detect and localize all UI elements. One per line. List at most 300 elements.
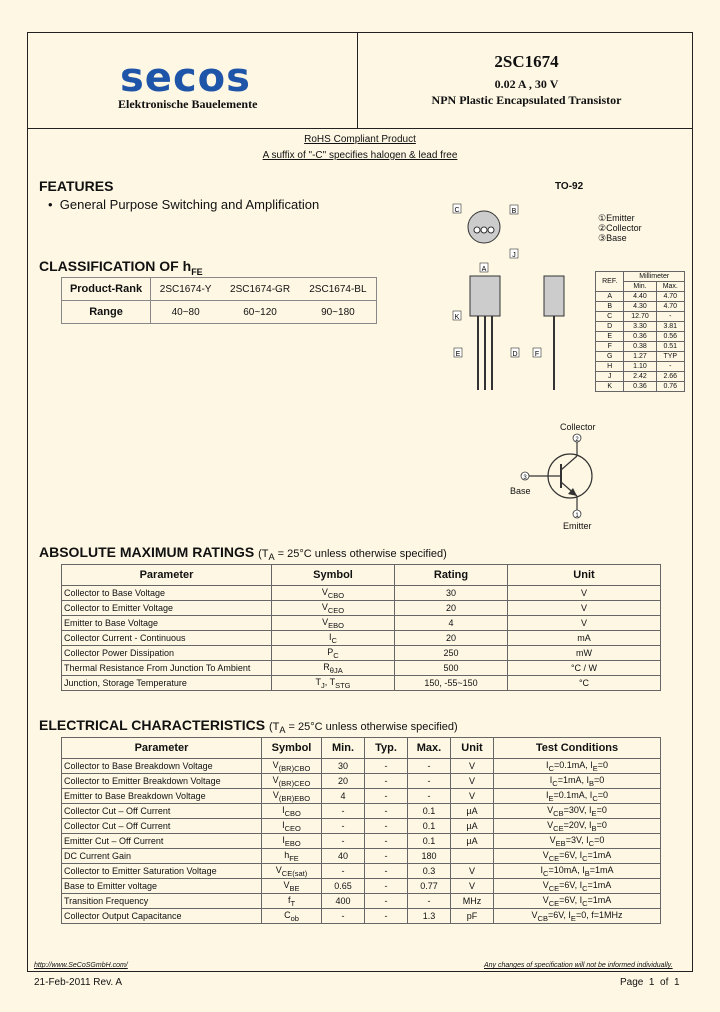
part-rating: 0.02 A , 30 V — [494, 77, 559, 91]
cond-sub: C — [588, 838, 595, 848]
rating-cell: 20 — [395, 601, 508, 616]
symbol-collector-label: Collector — [560, 422, 596, 432]
symbol-text: I — [282, 804, 285, 815]
dimension-rows — [596, 292, 685, 392]
symbol-sub: FE — [289, 853, 299, 863]
param-cell: Collector to Emitter Saturation Voltage — [62, 864, 262, 879]
cond-text: =0 — [593, 774, 605, 785]
rating-cell: 500 — [395, 661, 508, 676]
typ-cell: - — [365, 834, 408, 849]
min-cell: 20 — [322, 774, 365, 789]
table-cell: 12.70 — [624, 312, 656, 322]
halogen-text: A suffix of "-C" specifies halogen & lead free — [262, 150, 458, 161]
param-cell: Junction, Storage Temperature — [62, 676, 272, 691]
table-row — [62, 849, 661, 864]
package-side-body — [544, 276, 564, 316]
symbol-text: I — [282, 819, 285, 830]
symbol-cell — [272, 661, 395, 676]
max-cell: 0.3 — [408, 864, 451, 879]
table-row — [596, 312, 685, 322]
max-cell: 1.3 — [408, 909, 451, 924]
symbol-sub: ob — [290, 913, 299, 923]
classification-title — [39, 258, 203, 277]
cond-sub: E — [591, 808, 597, 818]
table-header: Typ. — [365, 738, 408, 759]
min-cell: - — [322, 819, 365, 834]
symbol-sub: CE(sat) — [281, 868, 308, 878]
part-description: NPN Plastic Encapsulated Transistor — [431, 93, 622, 107]
cond-text: V — [542, 879, 549, 890]
revision-date: 21-Feb-2011 Rev. A — [34, 977, 123, 988]
param-cell: Transition Frequency — [62, 894, 262, 909]
cond-text: I — [546, 759, 549, 770]
cond-text: V — [542, 894, 549, 905]
dim-label: K — [454, 314, 460, 321]
unit-cell: V — [508, 616, 661, 631]
footer-note: Any changes of specification will not be informed individually. — [484, 962, 673, 969]
condition-cell — [494, 789, 661, 804]
cond-text: (T — [258, 548, 269, 560]
cond-text: =0.1mA, I — [553, 789, 593, 800]
table-row — [62, 789, 661, 804]
cond-text: =6V, I — [547, 909, 571, 920]
typ-cell: - — [365, 894, 408, 909]
rating-cell: 30 — [395, 586, 508, 601]
max-cell: 0.1 — [408, 834, 451, 849]
symbol-cell — [272, 601, 395, 616]
table-cell: 40~80 — [151, 301, 221, 324]
min-cell: - — [322, 909, 365, 924]
symbol-text: I — [282, 834, 285, 845]
cond-sub: E — [548, 793, 554, 803]
page-total: 1 — [673, 977, 680, 988]
feature-item: • General Purpose Switching and Amplification — [48, 197, 320, 212]
table-cell: 60~120 — [220, 301, 300, 324]
cond-sub: C — [582, 853, 588, 863]
typ-cell: - — [365, 759, 408, 774]
table-row — [62, 586, 661, 601]
symbol-sub: (BR)EBO — [278, 793, 311, 803]
cond-text: =0 — [596, 819, 607, 830]
symbol-cell — [262, 789, 322, 804]
symbol-cell — [262, 909, 322, 924]
min-cell: - — [322, 804, 365, 819]
param-cell: Collector to Base Breakdown Voltage — [62, 759, 262, 774]
condition-cell — [494, 804, 661, 819]
symbol-sub: CEO — [284, 823, 301, 833]
unit-cell: µA — [451, 819, 494, 834]
symbol-sub: EBO — [328, 620, 344, 630]
feature-text: General Purpose Switching and Amplification — [59, 197, 320, 212]
dim-label: F — [534, 351, 540, 358]
table-row — [62, 864, 661, 879]
website-link[interactable]: http://www.SeCoSGmbH.com/ — [34, 962, 128, 969]
table-header: Min. — [624, 282, 656, 292]
table-row — [62, 631, 661, 646]
table-row — [596, 342, 685, 352]
table-cell: 4.70 — [656, 292, 684, 302]
rating-cell: 4 — [395, 616, 508, 631]
table-row — [596, 382, 685, 392]
table-row — [596, 302, 685, 312]
cond-text: =1mA — [587, 879, 612, 890]
pin-list — [598, 213, 642, 243]
cond-sub: B — [584, 868, 590, 878]
cond-text: =1mA — [587, 849, 612, 860]
table-row — [62, 894, 661, 909]
company-logo — [120, 55, 251, 101]
unit-cell: V — [451, 759, 494, 774]
cond-text: =1mA, I — [557, 774, 589, 785]
table-cell: 0.56 — [656, 332, 684, 342]
condition-cell — [494, 819, 661, 834]
table-cell: B — [596, 302, 624, 312]
header-vertical-divider — [357, 32, 358, 128]
cond-rest: = 25°C unless otherwise specified) — [285, 721, 458, 733]
cond-text: I — [546, 789, 549, 800]
table-row — [62, 909, 661, 924]
symbol-sub: C — [331, 635, 337, 645]
cond-text: I — [540, 864, 544, 875]
table-cell: 4.40 — [624, 292, 656, 302]
cond-text: =0, f=1MHz — [575, 909, 623, 920]
table-header: Min. — [322, 738, 365, 759]
rating-cell: 150, -55~150 — [395, 676, 508, 691]
cond-text: =0 — [597, 789, 608, 800]
pin-number: 3 — [523, 475, 527, 481]
cond-text: V — [549, 834, 556, 845]
cond-sub: CE — [548, 898, 560, 908]
rating-cell: 250 — [395, 646, 508, 661]
package-drawing — [450, 200, 590, 400]
symbol-text: I — [329, 631, 332, 642]
typ-cell: - — [365, 864, 408, 879]
ec-title-text: ELECTRICAL CHARACTERISTICS — [39, 717, 266, 733]
symbol-text: f — [287, 894, 291, 905]
cond-rest: = 25°C unless otherwise specified) — [274, 548, 447, 560]
table-cell: 0.51 — [656, 342, 684, 352]
page-label: Page — [620, 977, 644, 988]
table-header: Symbol — [262, 738, 322, 759]
cond-text: =6V, I — [559, 849, 583, 860]
max-cell: 180 — [408, 849, 451, 864]
table-cell: 0.38 — [624, 342, 656, 352]
condition-cell — [494, 834, 661, 849]
cond-text: I — [549, 774, 553, 785]
max-cell: - — [408, 774, 451, 789]
table-cell: C — [596, 312, 624, 322]
symbol-sub: θJA — [329, 665, 343, 675]
symbol-text: V — [272, 774, 279, 785]
table-row — [62, 616, 661, 631]
max-cell: - — [408, 759, 451, 774]
table-row — [62, 301, 377, 324]
typ-cell: - — [365, 879, 408, 894]
cond-text: =1mA — [589, 864, 614, 875]
symbol-cell — [272, 631, 395, 646]
cond-text: =0 — [597, 759, 608, 770]
dim-label: B — [511, 208, 517, 215]
table-row — [62, 834, 661, 849]
symbol-text: V — [283, 879, 290, 890]
table-header: Parameter — [62, 565, 272, 586]
cond-sub: E — [592, 763, 598, 773]
table-header: Max. — [408, 738, 451, 759]
package-title: TO-92 — [555, 181, 584, 192]
table-row — [596, 332, 685, 342]
symbol-sub: (BR)CBO — [278, 763, 311, 773]
symbol-cell — [272, 676, 395, 691]
unit-cell: V — [451, 879, 494, 894]
cond-sub: C — [592, 793, 598, 803]
cond-sub: CB — [537, 913, 548, 923]
symbol-text: V — [322, 616, 329, 627]
cond-text: =30V, I — [563, 804, 592, 815]
table-row — [62, 646, 661, 661]
dim-label: J — [512, 252, 516, 259]
condition-cell — [494, 849, 661, 864]
table-header: Rating — [395, 565, 508, 586]
table-row — [62, 278, 377, 301]
symbol-text: V — [321, 586, 328, 597]
symbol-sub: CEO — [327, 605, 345, 615]
condition-cell — [494, 909, 661, 924]
min-cell: 30 — [322, 759, 365, 774]
symbol-text: , T — [324, 676, 336, 687]
symbol-cell — [262, 879, 322, 894]
symbol-cell — [262, 849, 322, 864]
cond-text: =6V, I — [559, 879, 583, 890]
header-divider — [27, 128, 693, 129]
symbol-sub: STG — [335, 680, 351, 690]
table-row — [62, 774, 661, 789]
cond-text: =3V, I — [565, 834, 589, 845]
symbol-sub: EBO — [284, 838, 301, 848]
symbol-text: P — [327, 646, 334, 657]
condition-cell — [494, 864, 661, 879]
unit-cell: °C / W — [508, 661, 661, 676]
cond-text: V — [547, 819, 554, 830]
table-header: REF. — [596, 272, 624, 292]
max-cell: 0.1 — [408, 819, 451, 834]
param-cell: Collector Cut – Off Current — [62, 819, 262, 834]
rohs-note — [0, 134, 720, 145]
dimension-table — [595, 271, 685, 392]
cond-sub: CE — [553, 823, 564, 833]
symbol-cell — [262, 774, 322, 789]
classification-title-text: CLASSIFICATION OF h — [39, 258, 192, 274]
max-cell: - — [408, 894, 451, 909]
cond-text: =20V, I — [563, 819, 592, 830]
halogen-note — [0, 150, 720, 161]
table-cell: A — [596, 292, 624, 302]
page-number — [620, 977, 680, 988]
table-cell: 2SC1674-Y — [151, 278, 221, 301]
symbol-sub: C — [333, 650, 339, 660]
condition-cell — [494, 759, 661, 774]
table-cell: 90~180 — [300, 301, 377, 324]
table-row — [62, 804, 661, 819]
table-row — [62, 601, 661, 616]
page-current: 1 — [648, 977, 655, 988]
rank-label: Product-Rank — [62, 278, 151, 301]
table-cell: 2.66 — [656, 372, 684, 382]
table-cell: 3.30 — [624, 322, 656, 332]
min-cell: - — [322, 864, 365, 879]
table-cell: G — [596, 352, 624, 362]
cond-text: =0.1mA, I — [553, 759, 593, 770]
symbol-cell — [272, 616, 395, 631]
table-header: Parameter — [62, 738, 262, 759]
transistor-symbol — [515, 432, 605, 522]
symbol-cell — [262, 759, 322, 774]
cond-sub: A — [279, 725, 286, 736]
condition-cell — [494, 774, 661, 789]
typ-cell: - — [365, 804, 408, 819]
dim-label: E — [455, 351, 461, 358]
symbol-text: V — [272, 789, 279, 800]
table-row — [62, 661, 661, 676]
package-front-body — [470, 276, 500, 316]
typ-cell: - — [365, 774, 408, 789]
pin-number: 2 — [575, 437, 579, 443]
table-header: Unit — [451, 738, 494, 759]
table-cell: 2SC1674-BL — [300, 278, 377, 301]
symbol-cell — [262, 804, 322, 819]
unit-cell: MHz — [451, 894, 494, 909]
symbol-cell — [262, 834, 322, 849]
range-label: Range — [62, 301, 151, 324]
amr-condition — [258, 548, 447, 563]
max-cell: 0.77 — [408, 879, 451, 894]
unit-cell: µA — [451, 834, 494, 849]
symbol-base-label: Base — [510, 486, 531, 496]
symbol-cell — [262, 819, 322, 834]
classification-title-sub: FE — [191, 266, 203, 277]
unit-cell: mA — [508, 631, 661, 646]
cond-sub: C — [582, 883, 588, 893]
pin-base: ③Base — [598, 233, 627, 243]
amr-rows — [62, 586, 661, 691]
dim-label: A — [481, 266, 487, 273]
table-cell: D — [596, 322, 624, 332]
cond-text: (T — [268, 721, 280, 733]
unit-cell: mW — [508, 646, 661, 661]
table-cell: 1.10 — [624, 362, 656, 372]
rating-cell: 20 — [395, 631, 508, 646]
param-cell: Base to Emitter voltage — [62, 879, 262, 894]
table-cell: J — [596, 372, 624, 382]
symbol-sub: CBO — [284, 808, 301, 818]
table-row — [62, 879, 661, 894]
symbol-text: C — [284, 909, 291, 920]
page-of: of — [660, 977, 669, 988]
table-cell: 4.30 — [624, 302, 656, 312]
table-header: Millimeter — [624, 272, 685, 282]
cond-sub: B — [591, 823, 597, 833]
table-cell: 2.42 — [624, 372, 656, 382]
features-title: FEATURES — [39, 178, 114, 194]
table-row — [596, 352, 685, 362]
symbol-cell — [272, 646, 395, 661]
table-cell: H — [596, 362, 624, 372]
table-cell: 1.27 — [624, 352, 656, 362]
table-cell: K — [596, 382, 624, 392]
part-number: 2SC1674 — [494, 52, 559, 71]
symbol-text: V — [275, 864, 282, 875]
min-cell: - — [322, 834, 365, 849]
typ-cell: - — [365, 789, 408, 804]
unit-cell: V — [451, 789, 494, 804]
symbol-text: h — [284, 849, 290, 860]
cond-sub: CB — [553, 808, 564, 818]
cond-sub: E — [570, 913, 576, 923]
cond-sub: C — [552, 778, 558, 788]
symbol-text: V — [272, 759, 279, 770]
condition-cell — [494, 894, 661, 909]
param-cell: Emitter Cut – Off Current — [62, 834, 262, 849]
symbol-cell — [262, 894, 322, 909]
min-cell: 40 — [322, 849, 365, 864]
min-cell: 400 — [322, 894, 365, 909]
unit-cell: V — [451, 864, 494, 879]
logo-text: secos — [120, 55, 251, 101]
condition-cell — [494, 879, 661, 894]
typ-cell: - — [365, 909, 408, 924]
cond-text: =0 — [594, 834, 605, 845]
unit-cell: µA — [451, 804, 494, 819]
symbol-text: T — [315, 676, 321, 687]
table-row — [596, 272, 685, 282]
table-header: Test Conditions — [494, 738, 661, 759]
cond-sub: CE — [548, 883, 560, 893]
table-row — [596, 372, 685, 382]
cond-text: =1mA — [587, 894, 612, 905]
cond-text: =10mA, I — [548, 864, 585, 875]
param-cell: Collector Output Capacitance — [62, 909, 262, 924]
cond-sub: C — [548, 763, 554, 773]
amr-table — [61, 564, 661, 691]
typ-cell: - — [365, 849, 408, 864]
transistor-collector-line — [561, 456, 577, 470]
pin-hole — [474, 227, 480, 233]
unit-cell: V — [508, 586, 661, 601]
cond-text: =6V, I — [559, 894, 583, 905]
ec-condition — [268, 721, 458, 736]
table-cell: 0.36 — [624, 382, 656, 392]
table-row — [62, 819, 661, 834]
table-row — [62, 759, 661, 774]
param-cell: Collector to Emitter Breakdown Voltage — [62, 774, 262, 789]
table-cell: E — [596, 332, 624, 342]
dim-label: D — [512, 351, 518, 358]
param-cell: Collector Current - Continuous — [62, 631, 272, 646]
dim-label: C — [454, 207, 460, 214]
logo-subtitle: Elektronische Bauelemente — [118, 97, 258, 111]
ec-title — [39, 717, 458, 735]
table-cell: 2SC1674-GR — [220, 278, 300, 301]
cond-text: =0 — [596, 804, 607, 815]
table-cell: - — [656, 312, 684, 322]
pin-hole — [481, 227, 487, 233]
cond-text: V — [547, 804, 554, 815]
table-cell: TYP — [656, 352, 684, 362]
cond-text: V — [542, 849, 549, 860]
unit-cell: V — [451, 774, 494, 789]
rohs-text: RoHS Compliant Product — [304, 134, 416, 145]
unit-cell: V — [508, 601, 661, 616]
pin-hole — [488, 227, 494, 233]
